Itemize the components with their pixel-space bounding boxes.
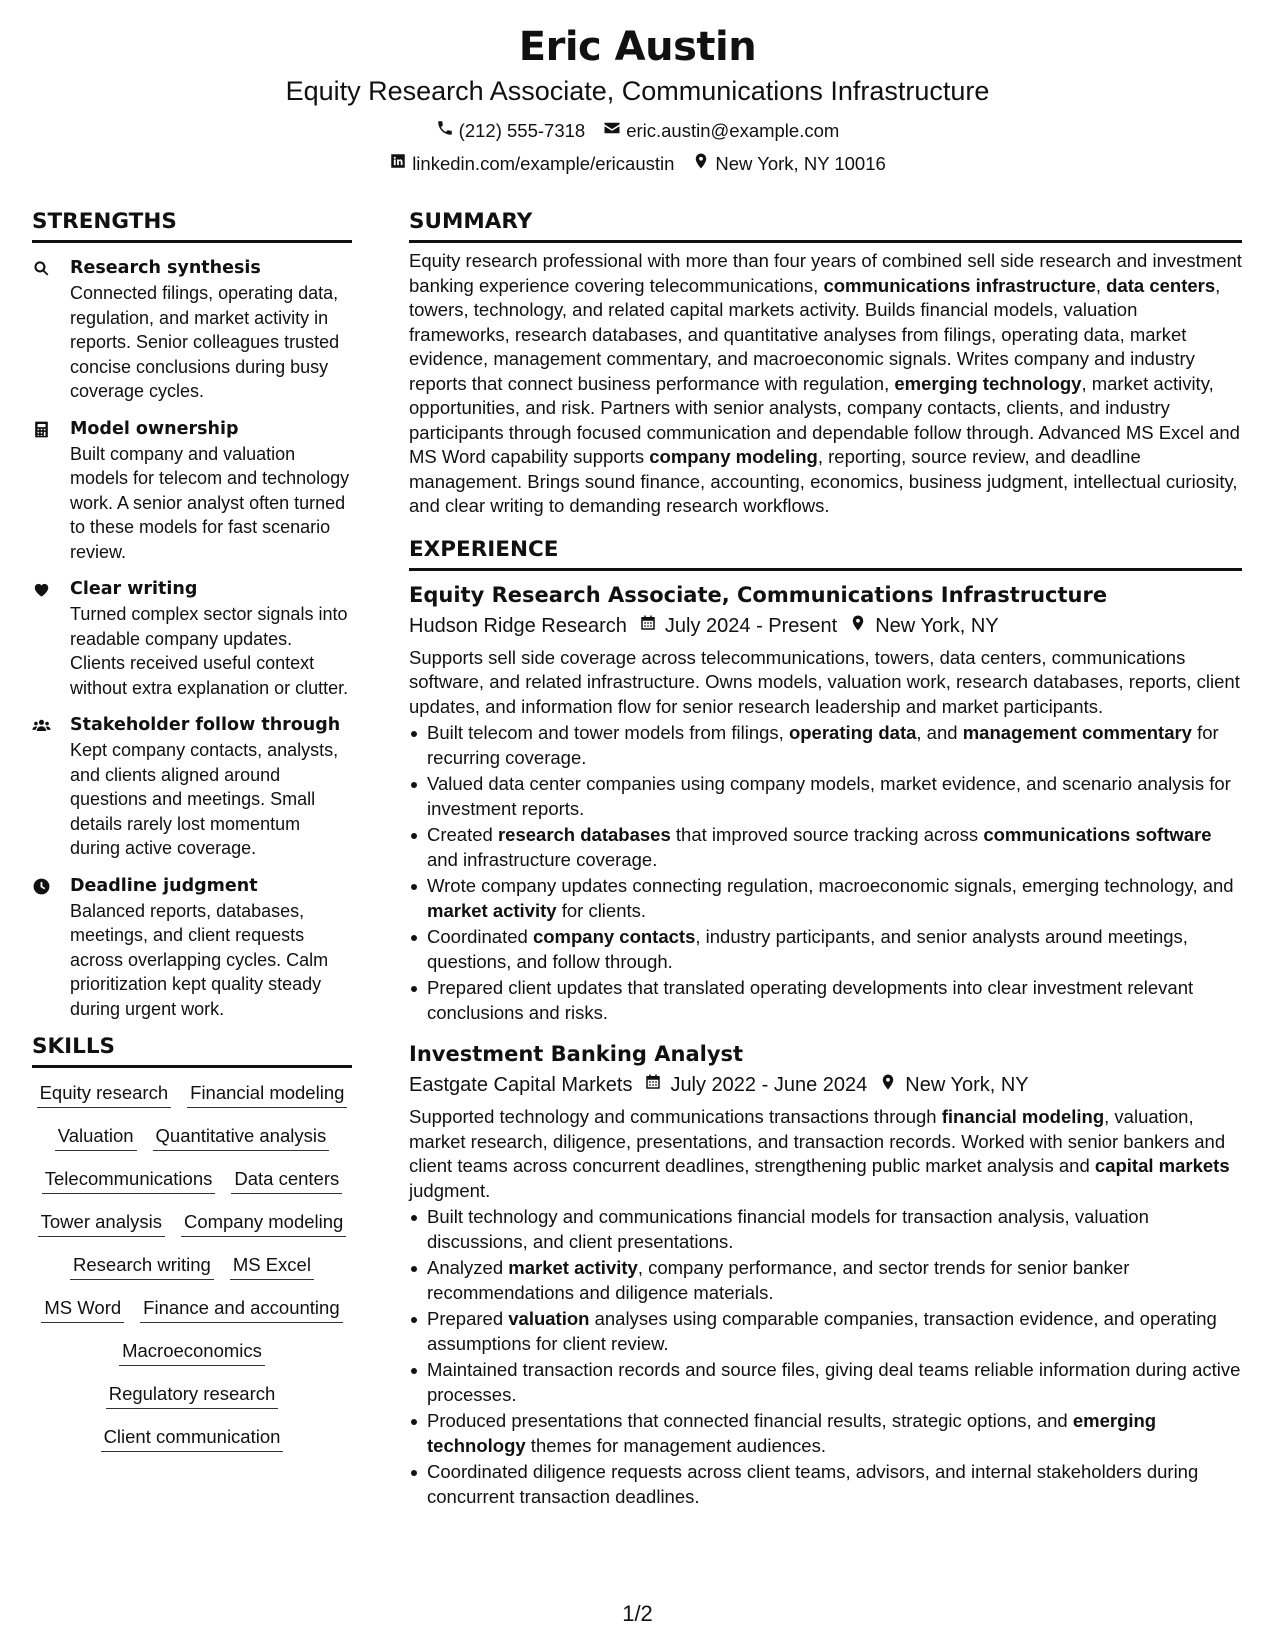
text-run: analyses using comparable companies, transaction evidence, and operating assumptions for client review.	[427, 1308, 1217, 1354]
summary-section	[409, 209, 1242, 519]
summary-heading: SUMMARY	[409, 209, 1242, 243]
map-pin-icon	[849, 612, 867, 640]
page-number: 1/2	[622, 1601, 653, 1626]
contact-row-secondary	[0, 152, 1275, 176]
strength-item	[32, 713, 352, 861]
list-item	[409, 1256, 1242, 1305]
emphasis-text: company modeling	[649, 446, 818, 467]
strength-title: Deadline judgment	[70, 875, 258, 896]
strength-item	[32, 577, 352, 700]
text-run: that improved source tracking across	[670, 824, 984, 845]
search-icon	[32, 256, 70, 404]
list-item	[409, 1307, 1242, 1356]
strength-title: Research synthesis	[70, 258, 261, 278]
heart-icon	[32, 577, 70, 700]
list-item	[409, 823, 1242, 872]
skills-section	[32, 1034, 352, 1452]
text-run: for recurring coverage.	[427, 722, 1219, 768]
job-location-text: New York, NY	[875, 614, 999, 637]
experience-section	[409, 537, 1242, 1510]
skill-tag: MS Excel	[230, 1252, 314, 1280]
text-run: , towers, technology, and related capital markets activity. Builds financial models, valuation frameworks, research databases, and quantitative analyses from filings, operating data, market evidence, management commentary, and macroeconomic signals. Writes company and industry reports that connect business performance with regulation,	[409, 274, 1221, 394]
skills-heading: SKILLS	[32, 1034, 352, 1068]
text-run: , reporting, source review, and deadline management. Brings sound finance, accounting, economics, business judgment, intellectual curiosity, and clear writing to demanding research workflows.	[409, 446, 1238, 516]
emphasis-text: communications software	[983, 824, 1212, 845]
right-column	[409, 209, 1242, 1511]
strength-description: Built company and valuation models for telecom and technology work. A senior analyst often turned to these models for fast scenario review.	[70, 443, 350, 562]
emphasis-text: management commentary	[962, 722, 1192, 743]
list-item	[409, 1409, 1242, 1458]
list-item	[409, 1205, 1242, 1254]
strengths-section	[32, 209, 352, 1021]
emphasis-text: financial modeling	[941, 1106, 1105, 1127]
skill-tag: Valuation	[55, 1123, 137, 1151]
text-run: Valued data center companies using company models, market evidence, and scenario analysis for investment reports.	[427, 773, 1231, 819]
list-item	[409, 1358, 1242, 1407]
envelope-icon	[603, 119, 621, 143]
strength-body	[70, 577, 352, 700]
skill-tag: Telecommunications	[42, 1166, 216, 1194]
emphasis-text: capital markets	[1094, 1155, 1230, 1176]
email-contact[interactable]	[603, 119, 839, 143]
strength-item	[32, 874, 352, 1022]
skill-tag: Regulatory research	[106, 1381, 279, 1409]
candidate-name: Eric Austin	[518, 24, 757, 70]
job-bullets	[409, 1205, 1242, 1509]
text-run: Maintained transaction records and source files, giving deal teams reliable information during active processes.	[427, 1359, 1241, 1405]
text-run: Produced presentations that connected financial results, strategic options, and	[427, 1410, 1073, 1431]
job-location-text: New York, NY	[905, 1074, 1029, 1096]
text-run: Built technology and communications financial models for transaction analysis, valuation discussions, and client presentations.	[427, 1206, 1149, 1252]
text-run: Coordinated	[427, 926, 533, 947]
skill-tag: Financial modeling	[187, 1080, 347, 1108]
list-item	[409, 874, 1242, 923]
users-icon	[32, 713, 70, 861]
job-location	[879, 1071, 1028, 1099]
emphasis-text: emerging technology	[894, 372, 1082, 394]
text-run: Analyzed	[427, 1257, 509, 1278]
strength-description: Connected filings, operating data, regulation, and market activity in reports. Senior colleagues trusted concise conclusions during busy coverage cycles.	[70, 283, 340, 401]
list-item	[409, 925, 1242, 974]
skill-tag: Equity research	[37, 1080, 172, 1108]
strength-body	[70, 874, 352, 1022]
list-item	[409, 772, 1242, 821]
experience-heading: EXPERIENCE	[409, 537, 1242, 571]
location-text: New York, NY 10016	[715, 153, 886, 174]
text-run: , market activity, opportunities, and risk. Partners with senior analysts, company contacts, clients, and industry participants through focused communication and dependable follow through. Advanced MS Excel and MS Word capability supports	[409, 372, 1240, 467]
text-run: Wrote company updates connecting regulation, macroeconomic signals, emerging technology, and	[427, 875, 1234, 896]
text-run: Equity research professional with more than four years of combined sell side research and investment banking experience covering telecommunications,	[409, 250, 1242, 296]
text-run: and infrastructure coverage.	[427, 848, 658, 870]
strength-title: Clear writing	[70, 579, 198, 599]
list-item	[409, 976, 1242, 1025]
job-description	[409, 1105, 1242, 1203]
text-run: for clients.	[556, 899, 647, 921]
emphasis-text: data centers	[1106, 274, 1216, 296]
linkedin-contact[interactable]	[389, 152, 674, 176]
list-item	[409, 721, 1242, 770]
calendar-icon	[644, 1071, 662, 1099]
skill-tag: Finance and accounting	[140, 1295, 342, 1323]
emphasis-text: company contacts	[532, 926, 696, 947]
text-run: , valuation, market research, diligence, presentations, and transaction records. Worked with senior bankers and client teams across concurrent deadlines, strengthening public market analysis and	[409, 1106, 1226, 1176]
list-item	[409, 1460, 1242, 1509]
job-bullets	[409, 721, 1242, 1025]
text-run: , industry participants, and senior analysts around meetings, questions, and follow through.	[427, 926, 1188, 972]
text-run: Prepared	[427, 1308, 509, 1329]
skill-tag: MS Word	[41, 1295, 124, 1323]
emphasis-text: valuation	[508, 1308, 590, 1329]
phone-text: (212) 555-7318	[458, 120, 586, 141]
skill-tag: Macroeconomics	[119, 1338, 265, 1366]
clock-icon	[32, 874, 70, 1022]
job-dates-text: July 2022 - June 2024	[670, 1074, 868, 1096]
emphasis-text: emerging technology	[427, 1410, 1157, 1456]
strengths-heading: STRENGTHS	[32, 209, 352, 243]
skill-tag: Tower analysis	[38, 1209, 165, 1237]
strengths-list	[32, 256, 352, 1021]
text-run: themes for management audiences.	[525, 1434, 826, 1456]
job-entry	[409, 581, 1242, 1026]
strength-title: Model ownership	[70, 418, 239, 439]
job-dates	[644, 1071, 867, 1099]
map-pin-icon	[692, 152, 710, 176]
job-description: Supports sell side coverage across telecommunications, towers, data centers, communications software, and related infrastructure. Owns models, valuation work, research databases, reports, client updates, and information flow for senior research leadership and market participants.	[409, 646, 1240, 717]
phone-contact	[436, 119, 586, 143]
candidate-title: Equity Research Associate, Communications Infrastructure	[285, 76, 990, 106]
jobs-list	[409, 581, 1242, 1510]
strength-description: Balanced reports, databases, meetings, and client requests across overlapping cycles. Calm prioritization kept quality steady during urgent work.	[70, 900, 329, 1019]
text-run: , company performance, and sector trends for senior banker recommendations and diligence materials.	[427, 1257, 1130, 1303]
strength-description: Kept company contacts, analysts, and clients aligned around questions and meetings. Small details rarely lost momentum during active coverage.	[70, 740, 339, 858]
contact-row-primary	[0, 119, 1275, 143]
job-dates	[639, 612, 837, 640]
location-contact	[692, 152, 885, 176]
linkedin-text[interactable]: linkedin.com/example/ericaustin	[412, 153, 675, 174]
emphasis-text: market activity	[508, 1257, 638, 1278]
emphasis-text: research databases	[497, 824, 671, 845]
calendar-icon	[639, 612, 657, 640]
job-meta	[409, 1071, 1242, 1099]
job-dates-text: July 2024 - Present	[664, 614, 838, 637]
strength-body	[70, 417, 352, 565]
job-location	[849, 612, 998, 640]
phone-icon	[436, 119, 454, 143]
skill-tag: Data centers	[231, 1166, 342, 1194]
text-run: , and	[916, 722, 963, 743]
text-run: Prepared client updates that translated operating developments into clear investment relevant conclusions and risks.	[427, 977, 1194, 1023]
text-run: Built telecom and tower models from filings,	[427, 722, 789, 743]
strength-body	[70, 713, 352, 861]
job-company: Eastgate Capital Markets	[409, 1074, 633, 1096]
emphasis-text: operating data	[788, 722, 917, 743]
job-entry	[409, 1040, 1242, 1509]
calculator-icon	[32, 417, 70, 565]
skill-tag: Client communication	[101, 1424, 284, 1452]
strength-body	[70, 256, 352, 404]
strength-item	[32, 256, 352, 404]
skill-tag: Company modeling	[181, 1209, 346, 1237]
map-pin-icon	[879, 1071, 897, 1099]
email-text[interactable]: eric.austin@example.com	[626, 120, 840, 141]
text-run: Coordinated diligence requests across client teams, advisors, and internal stakeholders during concurrent transaction deadlines.	[427, 1461, 1199, 1507]
job-title: Equity Research Associate, Communications Infrastructure	[409, 582, 1108, 607]
skill-tag: Research writing	[70, 1252, 214, 1280]
emphasis-text: market activity	[427, 899, 557, 921]
summary-text	[409, 249, 1242, 519]
skill-tag: Quantitative analysis	[153, 1123, 330, 1151]
text-run: Created	[427, 824, 498, 845]
text-run: Supported technology and communications transactions through	[409, 1106, 942, 1127]
job-company: Hudson Ridge Research	[409, 614, 627, 637]
job-title: Investment Banking Analyst	[409, 1042, 744, 1066]
emphasis-text: communications infrastructure	[823, 274, 1096, 296]
resume-header	[0, 22, 1275, 176]
text-run: ,	[1095, 274, 1107, 296]
text-run: judgment.	[409, 1179, 491, 1201]
skills-list	[32, 1080, 352, 1452]
linkedin-icon	[389, 152, 407, 176]
job-meta	[409, 612, 1242, 640]
strength-description: Turned complex sector signals into readable company updates. Clients received useful context without extra explanation or clutter.	[70, 604, 349, 698]
strength-title: Stakeholder follow through	[70, 715, 341, 735]
left-column	[32, 209, 352, 1452]
strength-item	[32, 417, 352, 565]
